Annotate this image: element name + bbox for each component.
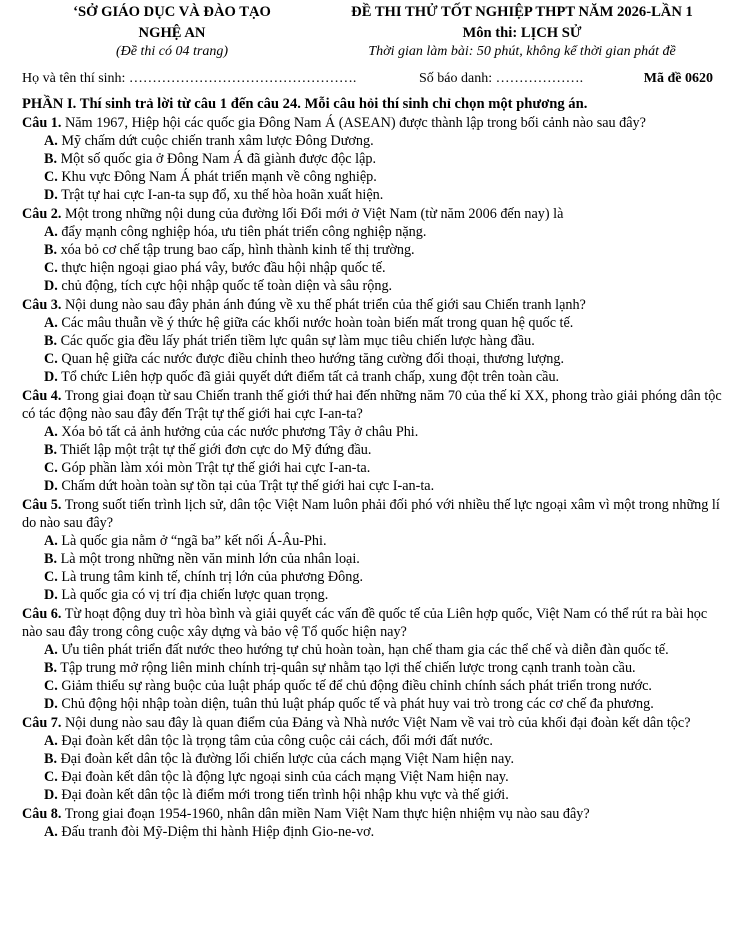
option-letter: C. <box>44 769 58 785</box>
option-letter: A. <box>44 424 58 440</box>
answer-option[interactable] <box>44 732 722 750</box>
page-count: (Đề thi có 04 trang) <box>116 44 228 59</box>
answer-option[interactable] <box>44 532 722 550</box>
option-text: xóa bỏ cơ chế tập trung bao cấp, hình thành kinh tế thị trường. <box>57 242 415 258</box>
question-3 <box>22 296 722 386</box>
question-2 <box>22 205 722 295</box>
option-letter: A. <box>44 533 58 549</box>
option-letter: D. <box>44 278 58 294</box>
answer-option[interactable] <box>44 423 722 441</box>
question-stem <box>22 205 722 223</box>
option-letter: A. <box>44 642 58 658</box>
option-letter: A. <box>44 133 58 149</box>
option-text: thực hiện ngoại giao phá vây, bước đầu hội nhập quốc tế. <box>57 260 386 276</box>
option-letter: A. <box>44 733 58 749</box>
answer-option[interactable] <box>44 659 722 677</box>
answer-option[interactable] <box>44 150 722 168</box>
question-stem <box>22 605 722 641</box>
option-letter: D. <box>44 587 58 603</box>
question-stem <box>22 296 722 314</box>
option-text: Đại đoàn kết dân tộc là điểm mới trong tiến trình hội nhập khu vực và thế giới. <box>57 787 509 803</box>
question-8 <box>22 805 722 841</box>
option-text: Tập trung mở rộng liên minh chính trị-quân sự nhằm tạo lợi thế chiến lược trong cạnh tranh toàn cầu. <box>57 660 636 676</box>
option-letter: C. <box>44 678 58 694</box>
option-letter: D. <box>44 369 58 385</box>
answer-option[interactable] <box>44 223 722 241</box>
answer-option[interactable] <box>44 259 722 277</box>
question-text: Trong suốt tiến trình lịch sử, dân tộc Việt Nam luôn phải đối phó với nhiều thế lực ngoại xâm vì một trong những lí do nào sau đây? <box>22 497 720 531</box>
option-letter: C. <box>44 351 58 367</box>
answer-option[interactable] <box>44 695 722 713</box>
candidate-name-field[interactable]: Họ và tên thí sinh: …………………………………………. <box>22 71 357 86</box>
header-line-3 <box>0 43 744 63</box>
answer-option[interactable] <box>44 550 722 568</box>
question-7 <box>22 714 722 804</box>
question-stem <box>22 496 722 532</box>
option-text: Chấm dứt hoàn toàn sự tồn tại của Trật tự thế giới hai cực I-an-ta. <box>57 478 435 494</box>
option-letter: B. <box>44 551 58 567</box>
question-text: Nội dung nào sau đây là quan điểm của Đảng và Nhà nước Việt Nam về vai trò của khối đại đoàn kết dân tộc? <box>61 715 691 731</box>
answer-option[interactable] <box>44 441 722 459</box>
option-letter: A. <box>44 224 58 240</box>
option-letter: A. <box>44 824 58 840</box>
answer-option[interactable] <box>44 586 722 604</box>
answer-option[interactable] <box>44 314 722 332</box>
option-text: Đại đoàn kết dân tộc là đường lối chiến lược của cách mạng Việt Nam hiện nay. <box>57 751 514 767</box>
option-text: Trật tự hai cực I-an-ta sụp đổ, xu thế hòa hoãn xuất hiện. <box>57 187 384 203</box>
question-6 <box>22 605 722 713</box>
question-text: Trong giai đoạn từ sau Chiến tranh thế giới thứ hai đến những năm 70 của thế kỉ XX, phong trào giải phóng dân tộc có tác động nào sau đây đến Trật tự thế giới hai cực I-an-ta? <box>22 388 722 422</box>
question-number: Câu 3. <box>22 297 62 313</box>
exam-title: ĐỀ THI THỬ TỐT NGHIỆP THPT NĂM 2026-LẦN 1 <box>351 4 693 20</box>
province-name: NGHỆ AN <box>138 25 206 41</box>
option-text: Mỹ chấm dứt cuộc chiến tranh xâm lược Đông Dương. <box>57 133 374 149</box>
option-letter: B. <box>44 660 58 676</box>
answer-option[interactable] <box>44 768 722 786</box>
option-text: Góp phần làm xói mòn Trật tự thế giới hai cực I-an-ta. <box>57 460 371 476</box>
option-text: Đại đoàn kết dân tộc là động lực ngoại sinh của cách mạng Việt Nam hiện nay. <box>57 769 509 785</box>
option-text: chủ động, tích cực hội nhập quốc tế toàn diện và sâu rộng. <box>57 278 393 294</box>
question-text: Nội dung nào sau đây phản ánh đúng về xu thế phát triển của thế giới sau Chiến tranh lạnh? <box>61 297 586 313</box>
option-text: Xóa bỏ tất cả ảnh hưởng của các nước phương Tây ở châu Phi. <box>57 424 419 440</box>
candidate-number-field[interactable]: Số báo danh: ………………. <box>419 71 584 86</box>
department-name: ‘SỞ GIÁO DỤC VÀ ĐÀO TẠO <box>73 4 271 20</box>
option-text: Là quốc gia có vị trí địa chiến lược quan trọng. <box>57 587 329 603</box>
answer-option[interactable] <box>44 186 722 204</box>
question-stem <box>22 387 722 423</box>
answer-option[interactable] <box>44 641 722 659</box>
option-text: Một số quốc gia ở Đông Nam Á đã giành được độc lập. <box>57 151 377 167</box>
option-text: Đấu tranh đòi Mỹ-Diệm thi hành Hiệp định Gio-ne-vơ. <box>57 824 375 840</box>
header-line-2 <box>0 24 744 44</box>
answer-option[interactable] <box>44 459 722 477</box>
question-text: Năm 1967, Hiệp hội các quốc gia Đông Nam Á (ASEAN) được thành lập trong bối cảnh nào sau đây? <box>61 115 646 131</box>
answer-option[interactable] <box>44 350 722 368</box>
option-text: Các mâu thuẫn về ý thức hệ giữa các khối nước hoàn toàn biến mất trong quan hệ quốc tế. <box>57 315 574 331</box>
option-letter: D. <box>44 478 58 494</box>
answer-option[interactable] <box>44 750 722 768</box>
option-letter: C. <box>44 569 58 585</box>
answer-option[interactable] <box>44 277 722 295</box>
answer-option[interactable] <box>44 823 722 841</box>
question-text: Một trong những nội dung của đường lối Đổi mới ở Việt Nam (từ năm 2006 đến nay) là <box>61 206 564 222</box>
option-letter: B. <box>44 442 58 458</box>
part-heading: PHẦN I. Thí sinh trả lời từ câu 1 đến câu 24. Mỗi câu hỏi thí sinh chỉ chọn một phương án. <box>22 96 588 112</box>
option-letter: C. <box>44 169 58 185</box>
candidate-info-line <box>22 70 722 88</box>
question-number: Câu 6. <box>22 606 62 622</box>
option-letter: A. <box>44 315 58 331</box>
exam-code: Mã đề 0620 <box>643 71 713 86</box>
question-number: Câu 4. <box>22 388 62 404</box>
question-number: Câu 5. <box>22 497 62 513</box>
question-4 <box>22 387 722 495</box>
question-text: Từ hoạt động duy trì hòa bình và giải quyết các vấn đề quốc tế của Liên hợp quốc, Việt Nam có thể rút ra bài học nào sau đây trong công cuộc xây dựng và bảo vệ Tổ quốc hiện nay? <box>22 606 708 640</box>
answer-option[interactable] <box>44 132 722 150</box>
option-text: Quan hệ giữa các nước được điều chỉnh theo hướng tăng cường đối thoại, thương lượng. <box>57 351 565 367</box>
option-text: Là quốc gia nằm ở “ngã ba” kết nối Á-Âu-Phi. <box>57 533 327 549</box>
option-letter: C. <box>44 260 58 276</box>
answer-option[interactable] <box>44 168 722 186</box>
option-text: Là một trong những nền văn minh lớn của nhân loại. <box>57 551 360 567</box>
answer-option[interactable] <box>44 677 722 695</box>
answer-option[interactable] <box>44 332 722 350</box>
subject-name: Môn thi: LỊCH SỬ <box>462 25 582 41</box>
answer-option[interactable] <box>44 241 722 259</box>
option-letter: B. <box>44 151 58 167</box>
option-letter: B. <box>44 242 58 258</box>
question-stem <box>22 714 722 732</box>
question-1 <box>22 114 722 204</box>
option-text: Tổ chức Liên hợp quốc đã giải quyết dứt điểm tất cả tranh chấp, xung đột trên toàn cầu. <box>57 369 560 385</box>
option-letter: D. <box>44 787 58 803</box>
answer-option[interactable] <box>44 477 722 495</box>
option-text: Ưu tiên phát triển đất nước theo hướng tự chủ hoàn toàn, hạn chế tham gia các thể chế và diễn đàn quốc tế. <box>57 642 669 658</box>
question-stem <box>22 805 722 823</box>
answer-option[interactable] <box>44 568 722 586</box>
option-text: Đại đoàn kết dân tộc là trọng tâm của công cuộc cải cách, đổi mới đất nước. <box>57 733 493 749</box>
option-letter: B. <box>44 333 58 349</box>
question-stem <box>22 114 722 132</box>
option-letter: B. <box>44 751 58 767</box>
option-text: đẩy mạnh công nghiệp hóa, ưu tiên phát triển công nghiệp nặng. <box>57 224 427 240</box>
option-text: Khu vực Đông Nam Á phát triển mạnh về công nghiệp. <box>57 169 377 185</box>
option-letter: C. <box>44 460 58 476</box>
answer-option[interactable] <box>44 786 722 804</box>
answer-option[interactable] <box>44 368 722 386</box>
option-text: Là trung tâm kinh tế, chính trị lớn của phương Đông. <box>57 569 364 585</box>
option-text: Các quốc gia đều lấy phát triển tiềm lực quân sự làm mục tiêu chiến lược hàng đầu. <box>57 333 535 349</box>
option-letter: D. <box>44 187 58 203</box>
time-limit: Thời gian làm bài: 50 phút, không kể thời gian phát đề <box>368 44 676 59</box>
header-line-1 <box>0 3 744 23</box>
question-number: Câu 7. <box>22 715 62 731</box>
option-letter: D. <box>44 696 58 712</box>
question-number: Câu 1. <box>22 115 62 131</box>
questions-list <box>22 114 722 842</box>
question-text: Trong giai đoạn 1954-1960, nhân dân miền Nam Việt Nam thực hiện nhiệm vụ nào sau đây? <box>61 806 590 822</box>
option-text: Thiết lập một trật tự thế giới đơn cực do Mỹ đứng đầu. <box>57 442 372 458</box>
question-number: Câu 8. <box>22 806 62 822</box>
option-text: Giảm thiểu sự ràng buộc của luật pháp quốc tế để chủ động điều chỉnh chính sách phát triển trong nước. <box>57 678 652 694</box>
question-5 <box>22 496 722 604</box>
question-number: Câu 2. <box>22 206 62 222</box>
option-text: Chủ động hội nhập toàn diện, tuân thủ luật pháp quốc tế và phát huy vai trò trong các cơ chế đa phương. <box>57 696 654 712</box>
